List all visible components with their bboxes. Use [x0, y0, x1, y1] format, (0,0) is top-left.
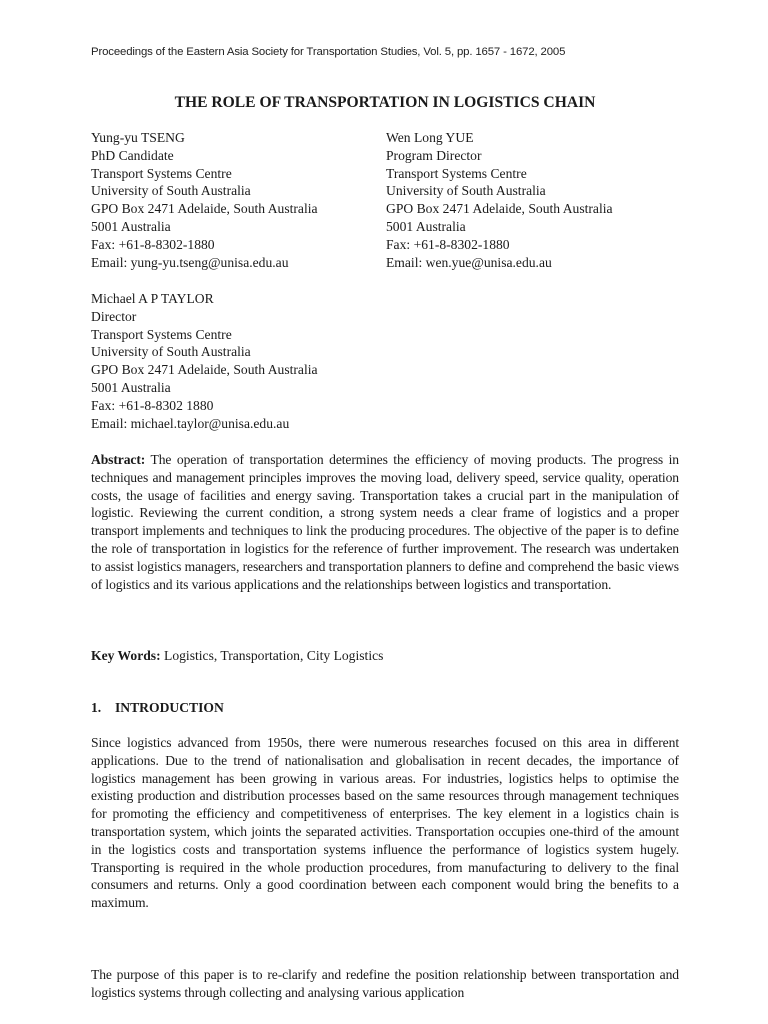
- author-block-yue: [386, 129, 613, 271]
- keywords-text: Logistics, Transportation, City Logistics: [164, 648, 384, 663]
- running-head: Proceedings of the Eastern Asia Society for Transportation Studies, Vol. 5, pp. 1657 - 1672, 2005: [91, 46, 566, 58]
- author-position: Director: [91, 308, 137, 324]
- paragraph: The purpose of this paper is to re-clarify and redefine the position relationship between transportation and logistics systems through collecting and analysing various application: [91, 967, 679, 1000]
- author-centre: Transport Systems Centre: [91, 326, 232, 342]
- author-address-line-1: GPO Box 2471 Adelaide, South Australia: [91, 362, 318, 378]
- author-position: Program Director: [386, 147, 482, 163]
- author-position: PhD Candidate: [91, 147, 174, 163]
- author-address-line-1: GPO Box 2471 Adelaide, South Australia: [386, 201, 613, 217]
- author-fax: Fax: +61-8-8302-1880: [386, 236, 510, 252]
- author-university: University of South Australia: [91, 344, 251, 360]
- author-university: University of South Australia: [91, 183, 251, 199]
- section-heading-introduction: [91, 700, 224, 716]
- paragraph: Since logistics advanced from 1950s, there were numerous researches focused on this area in different applications. Due to the trend of nationalisation and globalisation in recent decades, the importance of logistics management has been growing in various areas. For industries, logistics helps to optimise the existing production and distribution processes based on the same resources through management techniques for promoting the efficiency and competitiveness of enterprises. The key element in a logistics chain is transportation system, which joints the separated activities. Transportation occupies one-third of the amount in the logistics costs and transportation systems influence the performance of logistics system hugely. Transporting is required in the whole production procedures, from manufacturing to delivery to the final consumers and returns. Only a good coordination between each component would bring the benefits to a maximum.: [91, 735, 679, 911]
- author-email: Email: michael.taylor@unisa.edu.au: [91, 415, 290, 431]
- author-address-line-2: 5001 Australia: [91, 218, 171, 234]
- abstract: [91, 451, 679, 593]
- author-centre: Transport Systems Centre: [386, 165, 527, 181]
- author-address-line-2: 5001 Australia: [386, 218, 466, 234]
- author-centre: Transport Systems Centre: [91, 165, 232, 181]
- author-fax: Fax: +61-8-8302-1880: [91, 236, 215, 252]
- author-address-line-2: 5001 Australia: [91, 379, 171, 395]
- paper-title: THE ROLE OF TRANSPORTATION IN LOGISTICS CHAIN: [174, 94, 596, 111]
- author-name: Yung-yu TSENG: [91, 130, 185, 145]
- keywords-label: Key Words:: [91, 648, 161, 663]
- author-address-line-1: GPO Box 2471 Adelaide, South Australia: [91, 201, 318, 217]
- section-number: 1.: [91, 700, 102, 715]
- author-fax: Fax: +61-8-8302 1880: [91, 397, 214, 413]
- abstract-label: Abstract:: [91, 452, 146, 467]
- author-email: Email: yung-yu.tseng@unisa.edu.au: [91, 254, 289, 270]
- author-block-tseng: [91, 129, 318, 271]
- keywords: [91, 647, 679, 665]
- author-email: Email: wen.yue@unisa.edu.au: [386, 254, 552, 270]
- author-block-taylor: [91, 290, 318, 432]
- author-university: University of South Australia: [386, 183, 546, 199]
- abstract-text: The operation of transportation determines the efficiency of moving products. The progress in techniques and management principles improves the moving load, delivery speed, service quality, operation costs, the usage of facilities and energy saving. Transportation takes a crucial part in the manipulation of logistic. Reviewing the current condition, a strong system needs a clear frame of logistics and a proper transport implements and techniques to link the producing procedures. The objective of the paper is to define the role of transportation in logistics for the reference of further improvement. The research was undertaken to assist logistics managers, researchers and transportation planners to define and comprehend the basic views of logistics and its various applications and the relationships between logistics and transportation.: [91, 452, 679, 592]
- author-name: Wen Long YUE: [386, 130, 474, 145]
- section-title: INTRODUCTION: [115, 700, 224, 715]
- author-name: Michael A P TAYLOR: [91, 291, 214, 306]
